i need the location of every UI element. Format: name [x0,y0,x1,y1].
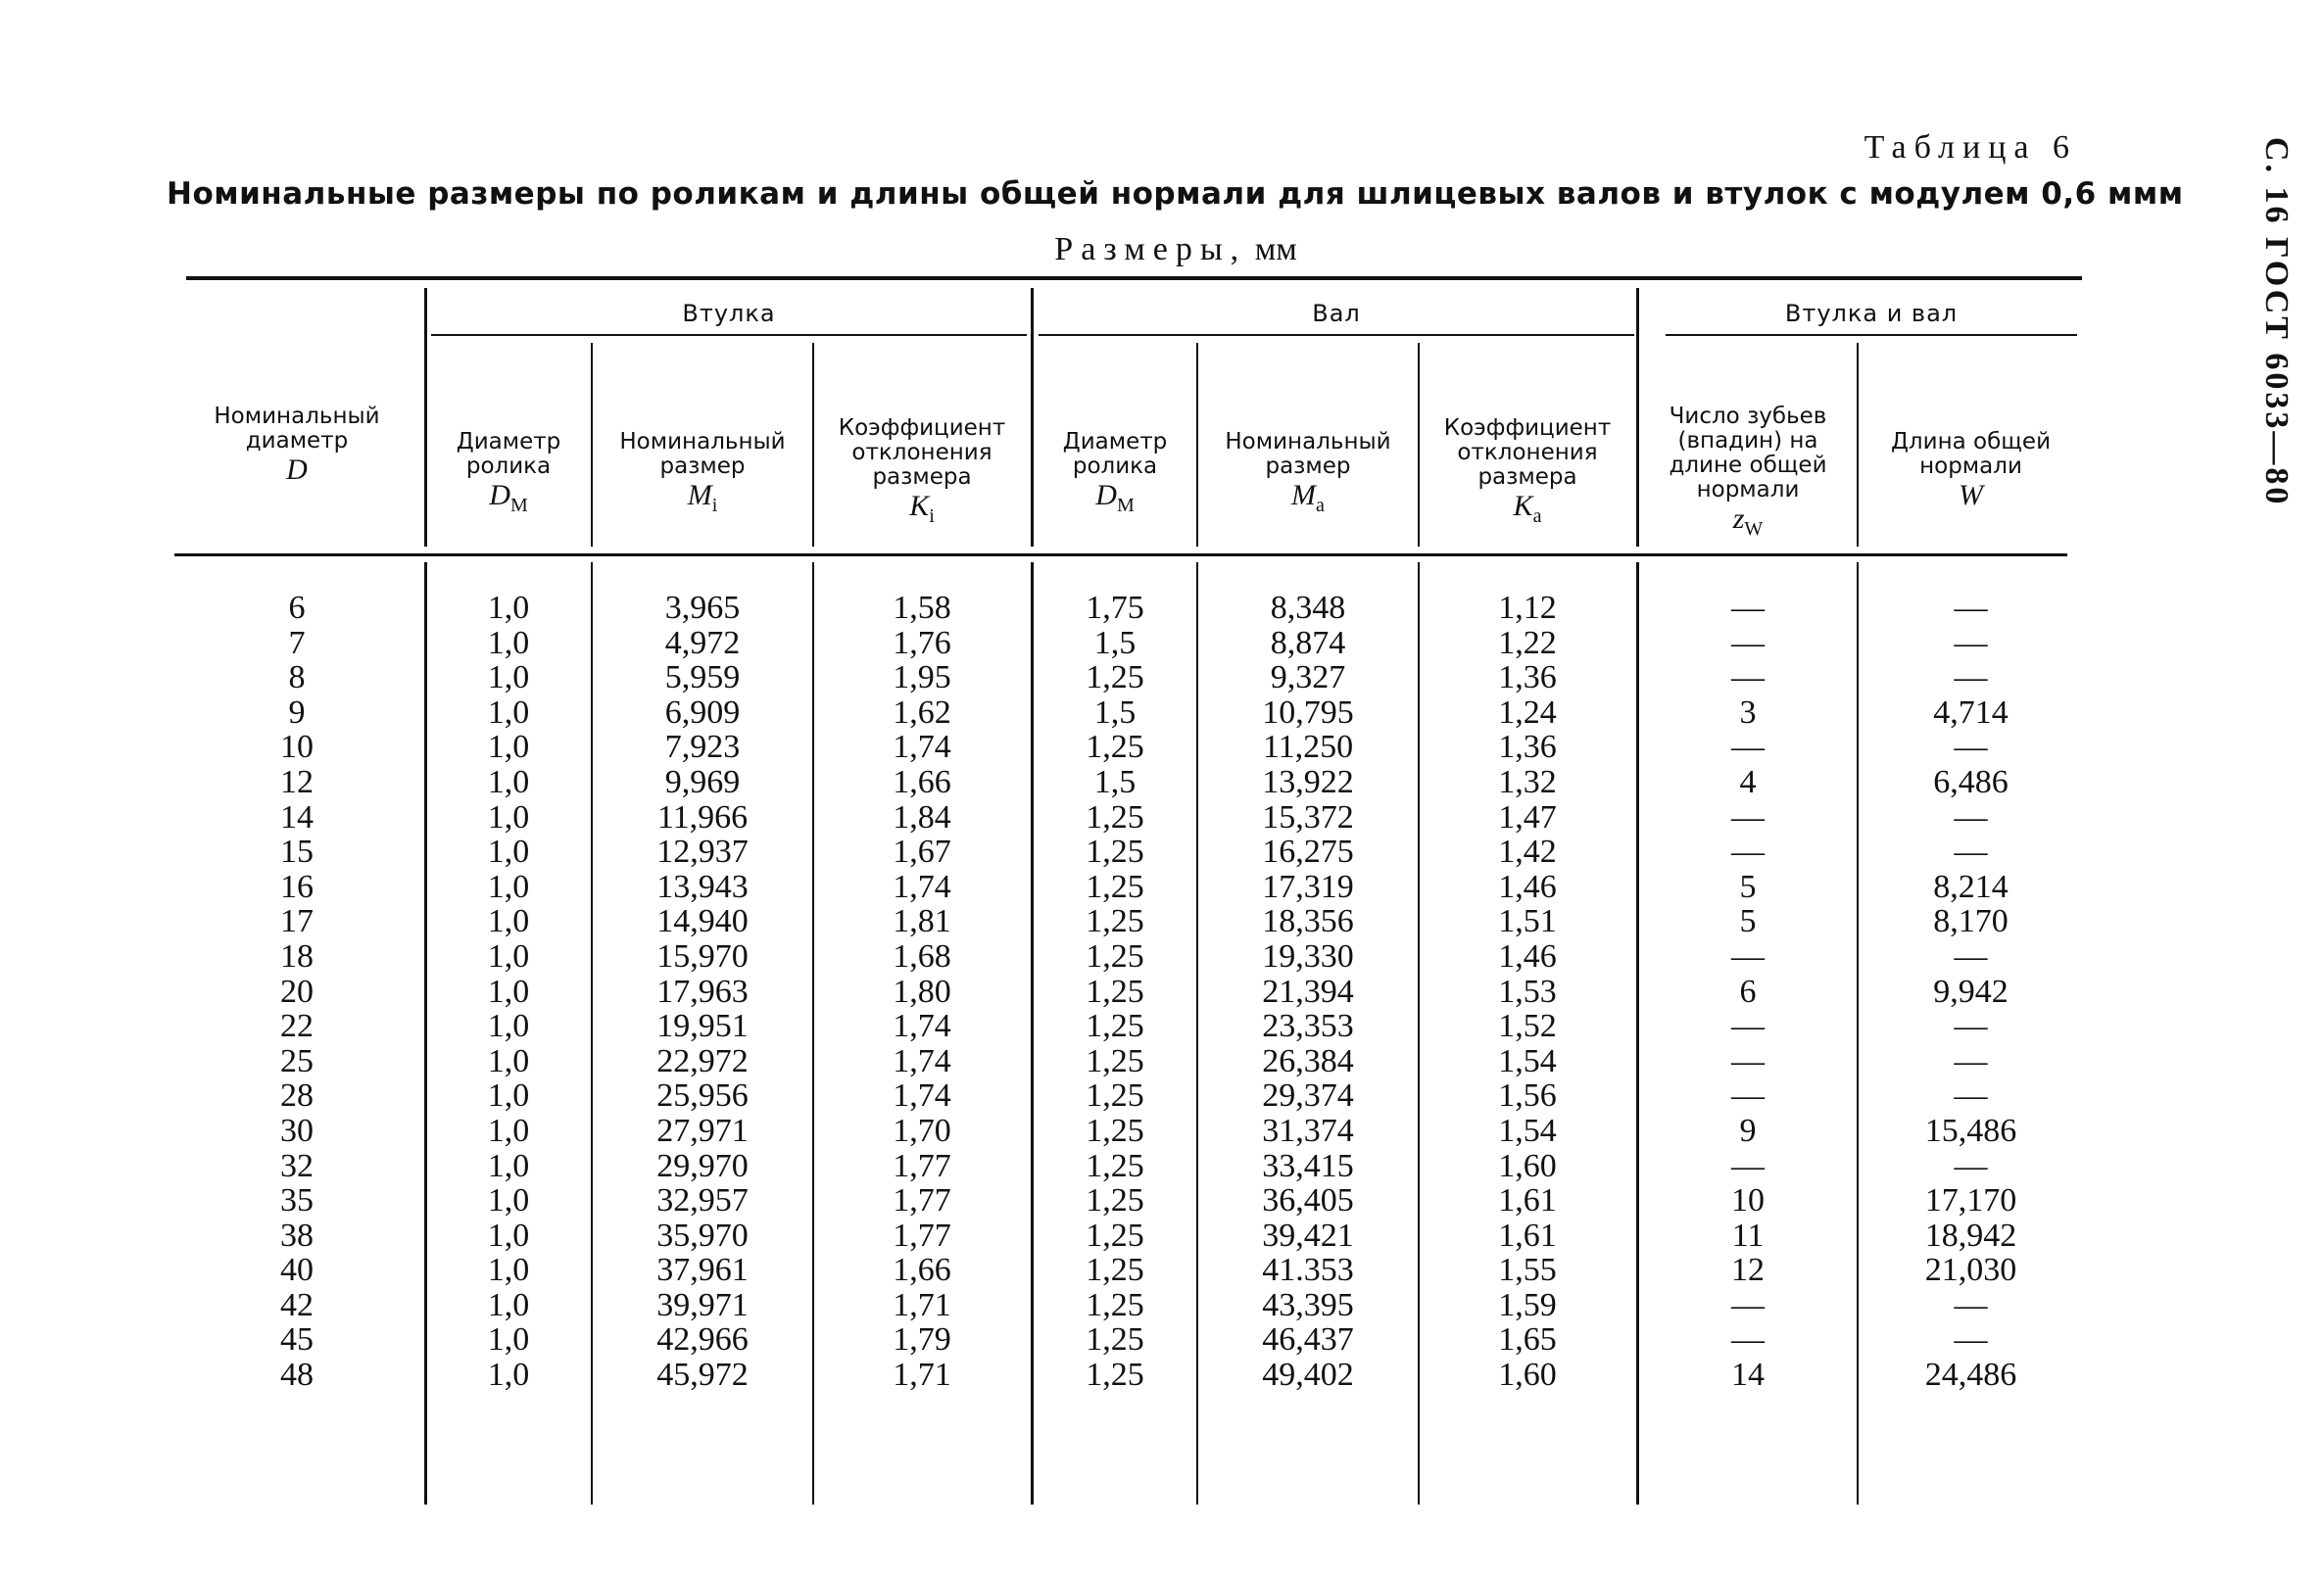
table-cell: — [1954,659,1988,696]
table-label: Таблица 6 [1864,129,2077,166]
table-cell: 1,52 [1498,1008,1557,1045]
table-cell: 15 [280,834,314,871]
table-cell: 1,25 [1086,1112,1144,1149]
table-cell: 1,0 [487,973,530,1010]
table-cell: 25,956 [656,1077,749,1115]
both-group-rule [1666,334,2077,336]
column-divider [1418,343,1420,547]
table-cell: 1,0 [487,693,530,731]
table-cell: — [1731,1321,1765,1359]
column-divider [812,562,814,1505]
column-divider [1196,343,1198,547]
table-cell: 1,5 [1093,693,1137,731]
column-header-nominal-diameter: Номинальный диаметр D [214,404,380,486]
table-cell: — [1954,798,1988,836]
table-cell: — [1954,937,1988,975]
column-divider [591,343,593,547]
table-cell: 1,58 [893,590,951,626]
table-cell: 7 [288,624,306,661]
table-cell: 1,61 [1498,1217,1557,1254]
table-top-rule [186,276,2082,280]
table-cell: 15,486 [1924,1112,2017,1149]
table-cell: 1,0 [487,659,530,696]
table-cell: 17 [280,903,314,940]
column-divider [1031,562,1034,1505]
table-cell: 1,0 [487,729,530,766]
table-cell: — [1731,1008,1765,1045]
table-cell: 39,421 [1262,1217,1354,1254]
table-cell: 29,374 [1262,1077,1354,1115]
column-bushing-deviation-coefficient [816,591,1028,1393]
table-cell: 1,0 [487,1112,530,1149]
shaft-group-rule [1039,334,1634,336]
table-cell: 1,0 [487,763,530,800]
table-cell: 1,0 [487,1077,530,1115]
table-cell: 19,330 [1262,937,1354,975]
table-cell: 1,79 [893,1321,951,1359]
table-cell: 1,60 [1498,1147,1557,1184]
column-header-teeth-count: Число зубьев (впадин) на длине общей нормали $z_W$ [1669,404,1827,540]
column-teeth-count [1641,591,1855,1393]
table-cell: 46,437 [1262,1321,1354,1359]
table-cell: 26,384 [1262,1042,1354,1079]
table-cell: 1,0 [487,1252,530,1289]
table-cell: 1,5 [1093,624,1137,661]
table-cell: 3,965 [664,590,741,626]
table-cell: 1,54 [1498,1042,1557,1079]
group-header-shaft: Вал [1312,300,1361,327]
table-cell: 1,0 [487,1357,530,1394]
table-cell: 12 [1731,1252,1765,1289]
table-cell: — [1954,1077,1988,1115]
table-cell: 1,0 [487,624,530,661]
table-cell: 49,402 [1262,1357,1354,1394]
units-caption-word: Размеры, [1054,231,1247,267]
table-cell: 1,71 [893,1357,951,1394]
bushing-group-rule [431,334,1027,336]
table-cell: 10,795 [1262,693,1354,731]
table-cell: 1,77 [893,1182,951,1219]
table-cell: 43,395 [1262,1286,1354,1323]
column-divider [1636,562,1639,1505]
column-divider [591,562,593,1505]
table-cell: 45,972 [656,1357,749,1394]
table-cell: 8,214 [1933,868,2009,905]
table-cell: 1,0 [487,937,530,975]
table-cell: 11 [1731,1217,1765,1254]
table-cell: 16 [280,868,314,905]
table-cell: 1,25 [1086,1042,1144,1079]
table-cell: 24,486 [1924,1357,2017,1394]
table-cell: 1,25 [1086,1008,1144,1045]
table-cell: 40 [280,1252,314,1289]
table-cell: 19,951 [656,1008,749,1045]
table-cell: 1,74 [893,1077,951,1115]
table-cell: 32,957 [656,1182,749,1219]
table-cell: 1,60 [1498,1357,1557,1394]
table-cell: — [1731,1147,1765,1184]
table-cell: 1,46 [1498,868,1557,905]
table-cell: 21,030 [1924,1252,2017,1289]
table-cell: 35 [280,1182,314,1219]
table-cell: 9 [288,693,306,731]
column-divider [1857,343,1859,547]
table-cell: 15,372 [1262,798,1354,836]
units-caption-unit: мм [1254,231,1297,267]
column-shaft-nominal-size [1200,591,1416,1393]
table-cell: — [1954,624,1988,661]
table-cell: 35,970 [656,1217,749,1254]
table-cell: 1,25 [1086,1217,1144,1254]
column-divider [424,562,427,1505]
table-cell: 25 [280,1042,314,1079]
table-cell: 4 [1739,763,1757,800]
table-cell: 1,0 [487,903,530,940]
table-cell: 1,80 [893,973,951,1010]
table-cell: 1,0 [487,1286,530,1323]
column-shaft-deviation-coefficient [1422,591,1633,1393]
table-cell: 15,970 [656,937,749,975]
table-cell: — [1954,729,1988,766]
table-cell: 22 [280,1008,314,1045]
table-cell: 5,959 [664,659,741,696]
column-header-shaft-roller-diameter: Диаметр ролика $D_М$ [1062,429,1168,516]
table-cell: — [1731,590,1765,626]
column-header-bushing-nominal-size: Номинальный размер $M_i$ [619,429,786,516]
table-cell: 1,76 [893,624,951,661]
table-cell: 1,25 [1086,1321,1144,1359]
table-cell: 1,66 [893,763,951,800]
table-cell: 6,909 [664,693,741,731]
table-cell: 48 [280,1357,314,1394]
column-divider [1418,562,1420,1505]
table-cell: 1,25 [1086,937,1144,975]
table-cell: 1,46 [1498,937,1557,975]
table-cell: 1,25 [1086,659,1144,696]
table-cell: 1,25 [1086,903,1144,940]
table-cell: 32 [280,1147,314,1184]
table-cell: — [1731,798,1765,836]
table-cell: 9,942 [1933,973,2009,1010]
table-cell: 1,84 [893,798,951,836]
table-cell: 1,36 [1498,659,1557,696]
table-cell: 1,25 [1086,834,1144,871]
table-cell: 1,62 [893,693,951,731]
table-cell: 1,0 [487,798,530,836]
table-cell: 37,961 [656,1252,749,1289]
table-cell: 6 [288,590,306,626]
column-bushing-roller-diameter [429,591,588,1393]
table-cell: 1,25 [1086,1286,1144,1323]
column-header-shaft-nominal-size: Номинальный размер $M_a$ [1225,429,1391,516]
table-cell: 8,170 [1933,903,2009,940]
table-cell: 1,47 [1498,798,1557,836]
table-cell: — [1731,624,1765,661]
table-cell: 1,25 [1086,1077,1144,1115]
table-cell: 1,0 [487,834,530,871]
table-cell: 9,969 [664,763,741,800]
table-cell: 1,77 [893,1217,951,1254]
table-cell: 1,0 [487,1182,530,1219]
table-cell: 1,25 [1086,1252,1144,1289]
table-cell: 1,95 [893,659,951,696]
table-cell: 1,0 [487,590,530,626]
table-cell: — [1731,659,1765,696]
table-cell: 1,67 [893,834,951,871]
table-cell: 1,5 [1093,763,1137,800]
column-divider [812,343,814,547]
table-cell: — [1954,1008,1988,1045]
table-cell: 1,12 [1498,590,1557,626]
table-cell: 1,51 [1498,903,1557,940]
table-cell: 1,25 [1086,1147,1144,1184]
column-divider [1031,288,1034,547]
table-cell: 7,923 [664,729,741,766]
column-divider [1196,562,1198,1505]
table-cell: 3 [1739,693,1757,731]
table-cell: 1,61 [1498,1182,1557,1219]
table-cell: 1,42 [1498,834,1557,871]
column-common-normal-length [1861,591,2081,1393]
table-cell: — [1731,834,1765,871]
table-cell: — [1954,1147,1988,1184]
table-cell: — [1731,729,1765,766]
table-cell: 10 [280,729,314,766]
table-cell: 41.353 [1262,1252,1354,1289]
table-cell: 39,971 [656,1286,749,1323]
table-cell: 30 [280,1112,314,1149]
table-cell: 29,970 [656,1147,749,1184]
column-header-bushing-roller-diameter: Диаметр ролика $D_М$ [456,429,561,516]
table-cell: 1,74 [893,1008,951,1045]
column-header-common-normal-length: Длина общей нормали W [1890,429,2052,511]
table-cell: 31,374 [1262,1112,1354,1149]
table-cell: 18 [280,937,314,975]
table-cell: 1,25 [1086,729,1144,766]
table-cell: 13,922 [1262,763,1354,800]
table-cell: 5 [1739,903,1757,940]
table-cell: 9,327 [1270,659,1346,696]
table-cell: 42,966 [656,1321,749,1359]
table-cell: 8,348 [1270,590,1346,626]
table-cell: — [1954,1286,1988,1323]
table-cell: 18,942 [1924,1217,2017,1254]
table-cell: 45 [280,1321,314,1359]
table-cell: 1,25 [1086,973,1144,1010]
column-shaft-roller-diameter [1036,591,1194,1393]
table-cell: 20 [280,973,314,1010]
table-cell: 1,71 [893,1286,951,1323]
column-header-bushing-deviation-coefficient: Коэффициент отклонения размера $K_i$ [838,415,1006,527]
table-cell: 1,55 [1498,1252,1557,1289]
table-cell: 8 [288,659,306,696]
table-cell: 1,25 [1086,1357,1144,1394]
table-cell: 1,36 [1498,729,1557,766]
table-cell: 27,971 [656,1112,749,1149]
group-header-bushing: Втулка [682,300,776,327]
table-cell: 33,415 [1262,1147,1354,1184]
table-cell: 1,77 [893,1147,951,1184]
column-bushing-nominal-size [595,591,810,1393]
table-cell: 1,0 [487,868,530,905]
table-title: Номинальные размеры по роликам и длины общей нормали для шлицевых валов и втулок с модулем 0,6 ммм [167,176,2184,212]
table-cell: 8,874 [1270,624,1346,661]
table-cell: 1,25 [1086,798,1144,836]
table-cell: 4,972 [664,624,741,661]
table-cell: 1,81 [893,903,951,940]
table-cell: — [1731,1042,1765,1079]
table-cell: 14 [280,798,314,836]
table-cell: 36,405 [1262,1182,1354,1219]
table-cell: 1,65 [1498,1321,1557,1359]
table-cell: 13,943 [656,868,749,905]
table-cell: 22,972 [656,1042,749,1079]
table-cell: 38 [280,1217,314,1254]
table-cell: 1,25 [1086,1182,1144,1219]
table-cell: 1,74 [893,729,951,766]
table-cell: 23,353 [1262,1008,1354,1045]
page-margin-header: С. 16 ГОСТ 6033—80 [2258,137,2295,507]
table-cell: 6,486 [1933,763,2009,800]
table-cell: 17,170 [1924,1182,2017,1219]
table-cell: 1,59 [1498,1286,1557,1323]
table-cell: 1,53 [1498,973,1557,1010]
table-cell: 1,0 [487,1008,530,1045]
table-cell: 1,32 [1498,763,1557,800]
table-cell: 16,275 [1262,834,1354,871]
table-cell: 42 [280,1286,314,1323]
table-cell: 6 [1739,973,1757,1010]
column-divider [424,288,427,547]
column-divider [1636,288,1639,547]
column-nominal-diameter [174,591,419,1393]
table-cell: 12 [280,763,314,800]
table-cell: 1,75 [1086,590,1144,626]
table-cell: 1,0 [487,1147,530,1184]
table-cell: 1,70 [893,1112,951,1149]
table-cell: 10 [1731,1182,1765,1219]
column-divider [1857,562,1859,1505]
table-cell: 5 [1739,868,1757,905]
table-cell: — [1731,937,1765,975]
table-cell: 12,937 [656,834,749,871]
group-header-both: Втулка и вал [1784,300,1959,327]
table-cell: 14,940 [656,903,749,940]
table-cell: — [1731,1286,1765,1323]
table-cell: 9 [1739,1112,1757,1149]
table-cell: — [1954,1042,1988,1079]
table-cell: 1,56 [1498,1077,1557,1115]
table-cell: 28 [280,1077,314,1115]
column-header-shaft-deviation-coefficient: Коэффициент отклонения размера $K_a$ [1443,415,1612,527]
table-cell: 21,394 [1262,973,1354,1010]
table-cell: 14 [1731,1357,1765,1394]
table-cell: 1,68 [893,937,951,975]
table-cell: 1,25 [1086,868,1144,905]
table-cell: 1,22 [1498,624,1557,661]
table-cell: 1,74 [893,1042,951,1079]
table-cell: — [1954,834,1988,871]
table-cell: 18,356 [1262,903,1354,940]
table-cell: 17,319 [1262,868,1354,905]
table-cell: 11,250 [1262,729,1354,766]
table-cell: — [1954,1321,1988,1359]
table-cell: 4,714 [1933,693,2009,731]
table-cell: 1,74 [893,868,951,905]
table-cell: — [1731,1077,1765,1115]
table-cell: 1,0 [487,1042,530,1079]
table-cell: 1,0 [487,1321,530,1359]
table-cell: — [1954,590,1988,626]
table-cell: 11,966 [656,798,749,836]
table-cell: 17,963 [656,973,749,1010]
table-cell: 1,66 [893,1252,951,1289]
table-cell: 1,0 [487,1217,530,1254]
units-caption [843,231,1509,268]
table-cell: 1,24 [1498,693,1557,731]
table-cell: 1,54 [1498,1112,1557,1149]
